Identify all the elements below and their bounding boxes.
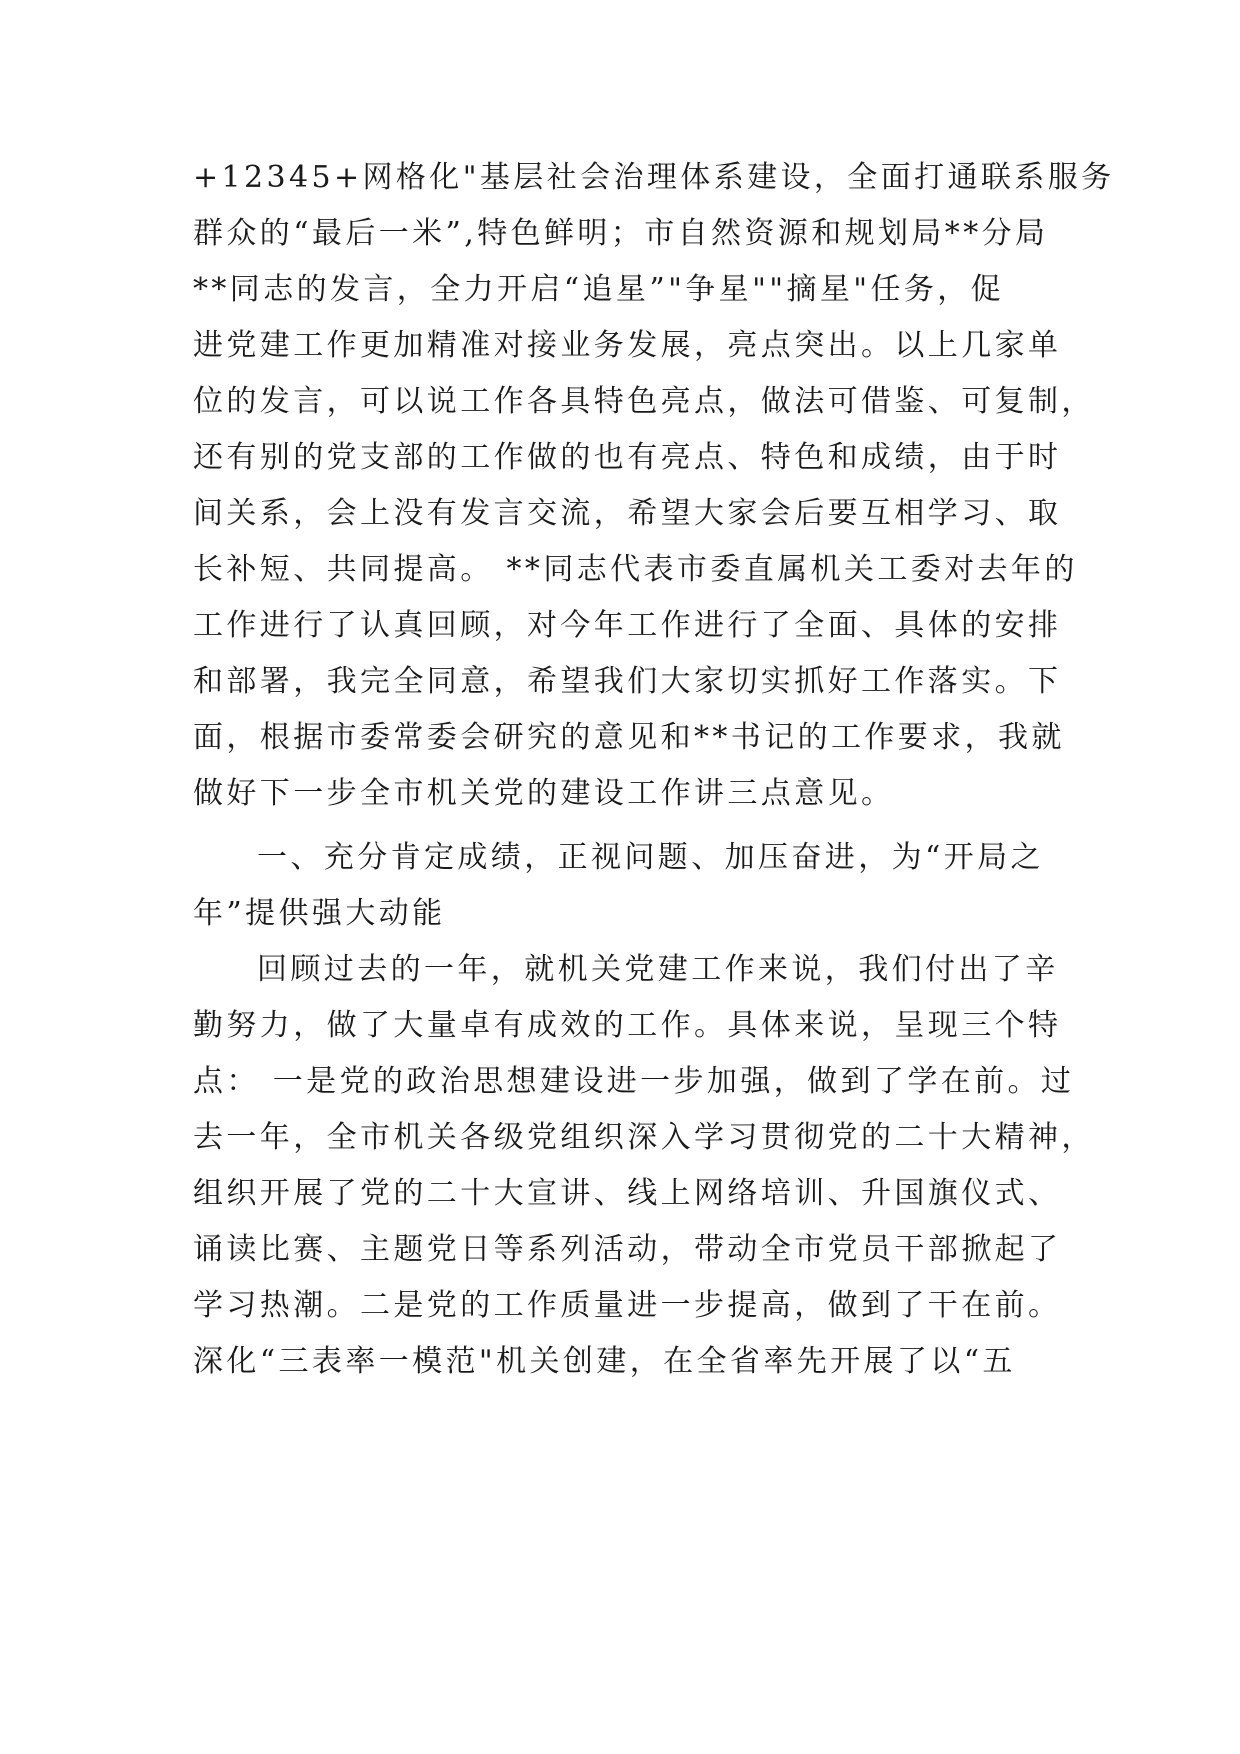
- text-line: 进党建工作更加精准对接业务发展，亮点突出。以上几家单: [193, 328, 1062, 363]
- text-line: 面，根据市委常委会研究的意见和**书记的工作要求，我就: [193, 720, 1065, 755]
- text-line: 去一年，全市机关各级党组织深入学习贯彻党的二十大精神，: [193, 1120, 1095, 1155]
- paragraph-continued: [193, 150, 1115, 822]
- text-line: 位的发言，可以说工作各具特色亮点，做法可借鉴、可复制，: [193, 384, 1095, 419]
- section-heading: [193, 830, 1053, 942]
- text-line: 组织开展了党的二十大宣讲、线上网络培训、升国旗仪式、: [193, 1176, 1062, 1211]
- text-line: 点： 一是党的政治思想建设进一步加强，做到了学在前。过: [193, 1064, 1075, 1099]
- text-line: 勤努力，做了大量卓有成效的工作。具体来说，呈现三个特: [193, 1008, 1062, 1043]
- text-line: 做好下一步全市机关党的建设工作讲三点意见。: [193, 776, 895, 811]
- text-line: 长补短、共同提高。 **同志代表市委直属机关工委对去年的: [193, 552, 1078, 587]
- text-line: **同志的发言，全力开启“追星”"争星""摘星"任务，促: [193, 272, 1005, 307]
- heading-line: 年”提供强大动能: [193, 896, 446, 931]
- paragraph-review: [193, 942, 1095, 1390]
- text-line: 回顾过去的一年，就机关党建工作来说，我们付出了辛: [257, 952, 1059, 987]
- text-line: 和部署，我完全同意，希望我们大家切实抓好工作落实。下: [193, 664, 1062, 699]
- text-line: 工作进行了认真回顾，对今年工作进行了全面、具体的安排: [193, 608, 1062, 643]
- text-line: 诵读比赛、主题党日等系列活动，带动全市党员干部掀起了: [193, 1232, 1062, 1267]
- text-line: 深化“三表率一模范"机关创建，在全省率先开展了以“五: [193, 1344, 1016, 1379]
- text-line: 学习热潮。二是党的工作质量进一步提高，做到了干在前。: [193, 1288, 1062, 1323]
- text-line: 间关系，会上没有发言交流，希望大家会后要互相学习、取: [193, 496, 1062, 531]
- heading-line: 一、充分肯定成绩，正视问题、加压奋进，为“开局之: [257, 840, 1044, 875]
- text-line: +12345+网格化"基层社会治理体系建设，全面打通联系服务: [193, 160, 1115, 195]
- text-line: 还有别的党支部的工作做的也有亮点、特色和成绩，由于时: [193, 440, 1062, 475]
- text-line: 群众的“最后一米”,特色鲜明；市自然资源和规划局**分局: [193, 216, 1049, 251]
